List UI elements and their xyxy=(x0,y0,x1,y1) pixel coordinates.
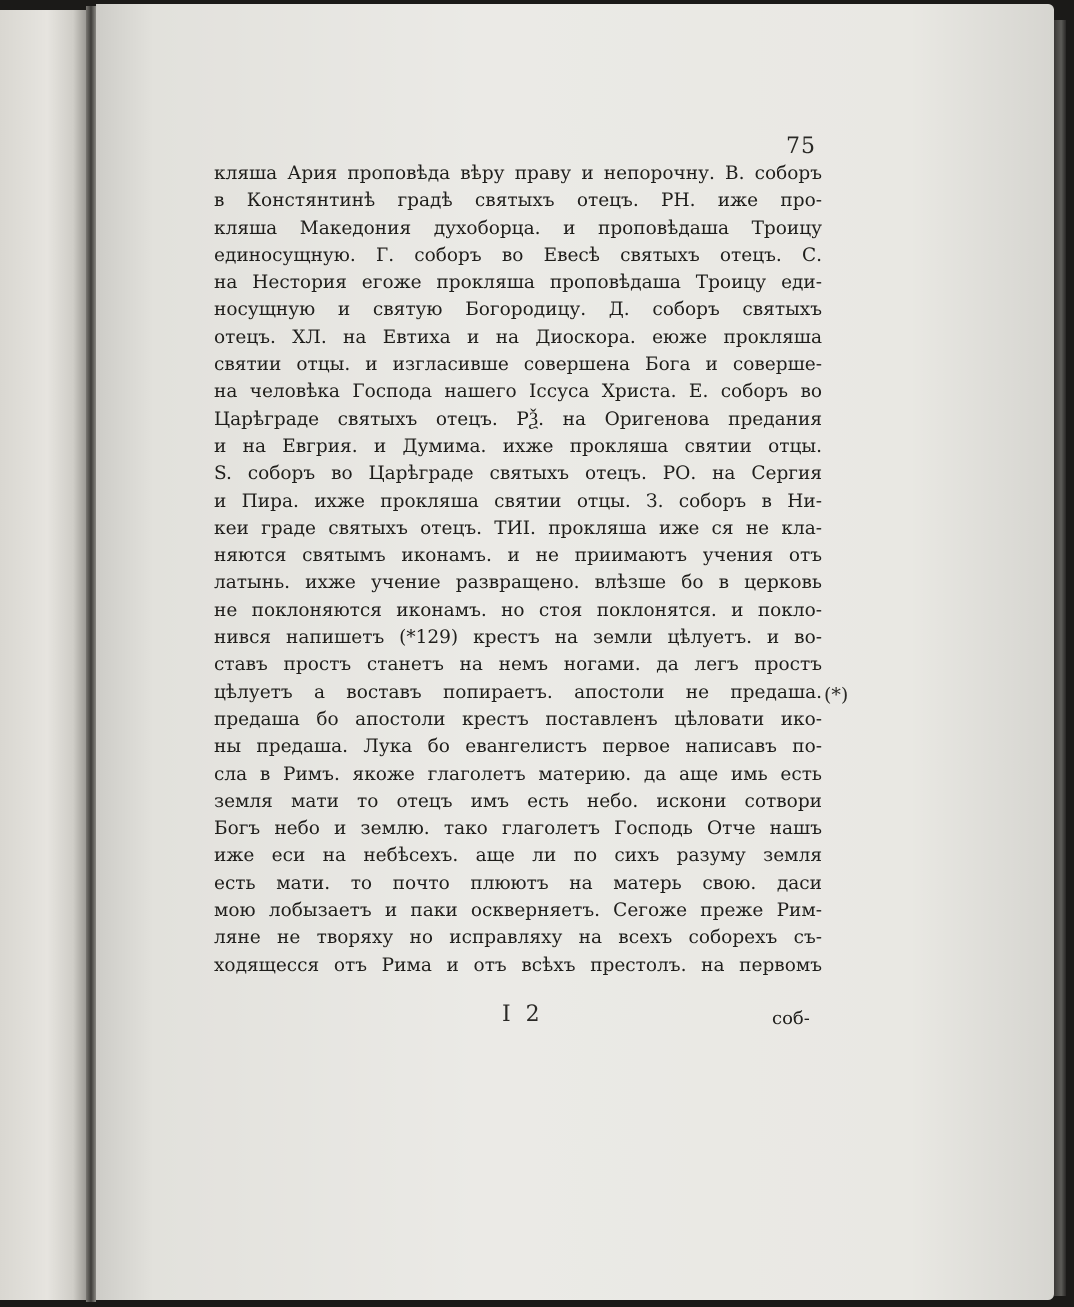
text-line: ходящесся отъ Рима и отъ всѣхъ престолъ. на первомъ xyxy=(214,954,822,976)
book-gutter xyxy=(86,6,96,1302)
text-line: на человѣка Господа нашего Іссуса Христа. Е. соборъ во xyxy=(214,381,822,403)
text-line: и Пира. ихже прокляша святии отцы. З. соборъ в Ни- xyxy=(214,490,822,512)
text-line: ляне не творяху но исправляху на всехъ соборехъ съ- xyxy=(214,927,822,949)
body-text xyxy=(214,160,822,979)
text-line: предаша бо апостоли крестъ поставленъ цѣловати ико- xyxy=(214,708,822,730)
text-line: иже еси на небѣсехъ. аще ли по сихъ разуму земля xyxy=(214,845,822,867)
margin-note: (*) xyxy=(824,684,849,706)
text-line: святии отцы. и изгласивше совершена Бога и соверше- xyxy=(214,354,822,376)
text-line: кляша Ария проповѣда вѣру праву и непорочну. В. соборъ xyxy=(214,163,822,184)
text-line: сла в Римъ. якоже глаголетъ материю. да аще имь есть xyxy=(214,763,822,785)
text-line: не поклоняются иконамъ. но стоя поклонятся. и покло- xyxy=(214,599,822,621)
left-page-edge xyxy=(0,10,87,1300)
text-line: цѣлуетъ а воставъ попираетъ. апостоли не предаша. xyxy=(214,681,822,703)
text-line: ставъ простъ станетъ на немъ ногами. да легъ простъ xyxy=(214,654,822,676)
page-number: 75 xyxy=(786,134,816,159)
text-line: нився напишетъ (*129) крестъ на земли цѣлуетъ. и во- xyxy=(214,627,822,649)
text-line: и на Евгрия. и Думима. ихже прокляша святии отцы. xyxy=(214,435,822,457)
text-line: Царѣграде святыхъ отецъ. РѮ. на Оригенова предания xyxy=(214,408,822,430)
catchword: соб- xyxy=(772,1008,810,1029)
text-line: в Констянтинѣ градѣ святыхъ отецъ. РН. иже про- xyxy=(214,190,822,212)
text-line: няются святымъ иконамъ. и не приимаютъ учения отъ xyxy=(214,545,822,567)
text-line: на Нестория егоже прокляша проповѣдаша Троицу еди- xyxy=(214,272,822,294)
text-line: кеи граде святыхъ отецъ. ТИI. прокляша иже ся не кла- xyxy=(214,517,822,539)
text-line: ны предаша. Лука бо евангелистъ первое написавъ по- xyxy=(214,736,822,758)
right-page-edge xyxy=(1054,20,1066,1296)
text-line: носущную и святую Богородицу. Д. соборъ святыхъ xyxy=(214,299,822,321)
text-line: Богъ небо и землю. тако глаголетъ Господь Отче нашъ xyxy=(214,818,822,840)
text-line: S. соборъ во Царѣграде святыхъ отецъ. РО. на Сергия xyxy=(214,463,822,485)
text-line: мою лобызаетъ и паки оскверняетъ. Сегоже преже Рим- xyxy=(214,900,822,922)
text-line: латынь. ихже учение развращено. влѣзше бо в церковь xyxy=(214,572,822,594)
text-line: единосущную. Г. соборъ во Евесѣ святыхъ отецъ. С. xyxy=(214,244,822,266)
text-line: есть мати. то почто плюютъ на матерь свою. даси xyxy=(214,872,822,894)
text-line: земля мати то отецъ имъ есть небо. искони сотвори xyxy=(214,790,822,812)
text-line: отецъ. ХЛ. на Евтиха и на Диоскора. еюже прокляша xyxy=(214,326,822,348)
signature-mark: I 2 xyxy=(502,1002,544,1027)
text-line: кляша Македония духоборца. и проповѣдаша Троицу xyxy=(214,217,822,239)
